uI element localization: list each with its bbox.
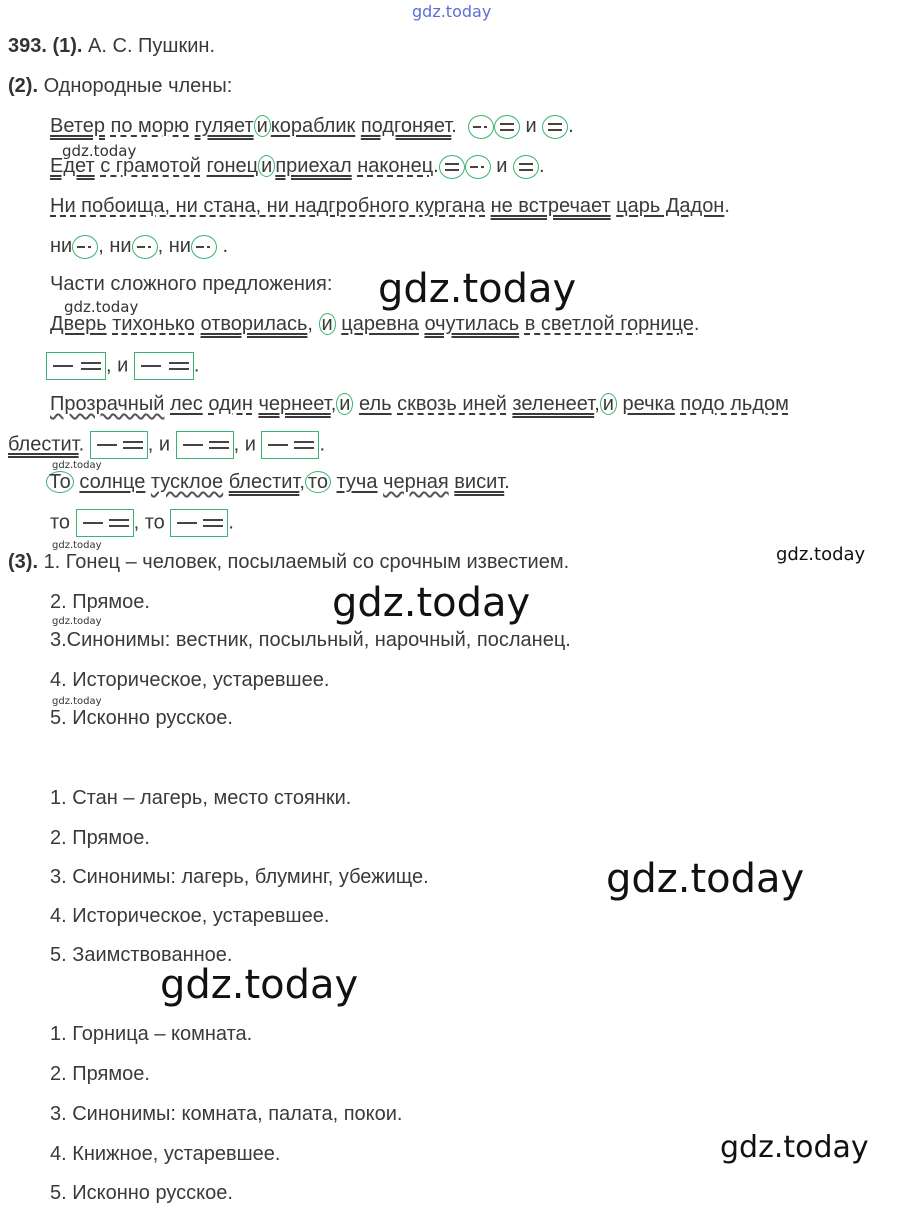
- word: ель: [359, 393, 392, 415]
- scheme-box: [46, 352, 106, 380]
- conjunction-circle: и: [258, 155, 275, 177]
- scheme-and: , и: [233, 433, 256, 456]
- scheme-oval-predicate: [494, 115, 520, 139]
- scheme-ni: ни: [109, 235, 132, 257]
- punct: .: [693, 313, 700, 335]
- part3-label: (3).: [8, 551, 38, 573]
- scheme-box: [90, 431, 148, 459]
- scheme-to: , то: [133, 511, 165, 534]
- conjunction-circle: То: [46, 471, 74, 493]
- word: наконец: [357, 155, 434, 177]
- part2-title-text: Однородные члены:: [43, 75, 233, 97]
- word: Ни побоища, ни стана, ни надгробного кургана: [50, 195, 486, 217]
- word: зеленеет: [512, 393, 595, 415]
- word: кораблик: [270, 115, 356, 137]
- watermark: gdz.today: [52, 696, 102, 707]
- sentence-3-scheme: [50, 234, 228, 259]
- sentence-5-end: [8, 431, 325, 459]
- conjunction-circle: и: [319, 313, 336, 335]
- punct: ,: [307, 313, 313, 335]
- part3-item: [8, 550, 569, 574]
- scheme-and: и: [525, 115, 537, 137]
- task-header: [8, 34, 215, 58]
- word: очутилась: [424, 313, 520, 335]
- list-item: 1. Гонец – человек, посылаемый со срочным известием.: [43, 551, 570, 573]
- list-item: 3.Синонимы: вестник, посыльный, нарочный, посланец.: [50, 629, 571, 651]
- list-item: 4. Книжное, устаревшее.: [50, 1143, 281, 1165]
- word: с грамотой: [100, 155, 201, 177]
- word: гонец: [206, 155, 259, 177]
- word: Прозрачный: [50, 393, 165, 415]
- word: подгоняет: [360, 115, 452, 137]
- word: не встречает: [490, 195, 611, 217]
- sentence-4-scheme: [46, 352, 199, 380]
- list-item: 3. Синонимы: комната, палата, покои.: [50, 1103, 403, 1125]
- punct: .: [724, 195, 730, 217]
- punct: ,: [157, 235, 164, 257]
- watermark: gdz.today: [720, 1130, 869, 1165]
- punct: ,: [594, 393, 600, 415]
- scheme-oval-object: [132, 235, 158, 259]
- word: царевна: [341, 313, 419, 335]
- sentence-4: [50, 312, 699, 336]
- word: блестит: [228, 471, 300, 493]
- sentence-1: [50, 114, 574, 139]
- watermark: gdz.today: [52, 616, 102, 627]
- punct: .: [193, 354, 200, 377]
- list-item: 5. Заимствованное.: [50, 944, 233, 966]
- list-item: 2. Прямое.: [50, 1063, 150, 1085]
- watermark: gdz.today: [62, 142, 137, 160]
- scheme-to: то: [50, 511, 71, 534]
- scheme-oval-predicate: [513, 155, 539, 179]
- scheme-oval-subject: [465, 155, 491, 179]
- word: речка: [622, 393, 675, 415]
- scheme-oval-object: [72, 235, 98, 259]
- word: лес: [169, 393, 203, 415]
- scheme-and: , и: [147, 433, 171, 456]
- word: подо льдом: [680, 393, 789, 415]
- punct: .: [504, 471, 510, 493]
- complex-title: Части сложного предложения:: [50, 273, 333, 295]
- scheme-and: и: [496, 155, 508, 177]
- word: чернеет: [258, 393, 331, 415]
- scheme-box: [176, 431, 234, 459]
- sentence-5: [50, 392, 789, 416]
- word: царь Дадон: [616, 195, 725, 217]
- word: Едет: [50, 155, 95, 177]
- punct: ,: [330, 393, 337, 415]
- sentence-3: [50, 194, 730, 218]
- punct: .: [228, 511, 234, 534]
- word: отворилась: [200, 313, 308, 335]
- watermark: gdz.today: [606, 856, 805, 902]
- scheme-oval-subject: [468, 115, 494, 139]
- watermark: gdz.today: [52, 460, 102, 471]
- list-item: 5. Исконно русское.: [50, 707, 233, 729]
- punct: .: [568, 115, 574, 137]
- scheme-and: , и: [106, 354, 129, 377]
- watermark: gdz.today: [776, 544, 866, 565]
- list-item: 2. Прямое.: [50, 591, 150, 613]
- scheme-box: [261, 431, 319, 459]
- list-item: 3. Синонимы: лагерь, блуминг, убежище.: [50, 866, 429, 888]
- word: приехал: [275, 155, 352, 177]
- list-item: 4. Историческое, устаревшее.: [50, 669, 330, 691]
- word: тусклое: [150, 471, 224, 493]
- word: блестит: [8, 433, 79, 456]
- watermark: gdz.today: [332, 580, 531, 626]
- part2-title: [8, 74, 232, 98]
- word: сквозь иней: [397, 393, 507, 415]
- word: солнце: [79, 471, 146, 493]
- sentence-6: [46, 470, 510, 494]
- word: туча: [336, 471, 378, 493]
- scheme-box: [170, 509, 228, 537]
- list-item: 5. Исконно русское.: [50, 1182, 233, 1204]
- word: в светлой горнице: [524, 313, 694, 335]
- watermark: gdz.today: [378, 266, 577, 312]
- part2-label: (2).: [8, 75, 38, 97]
- conjunction-circle: то: [305, 471, 331, 493]
- scheme-ni: ни: [168, 235, 191, 257]
- scheme-oval-predicate: [542, 115, 568, 139]
- scheme-ni: ни: [50, 235, 73, 257]
- scheme-oval-object: [191, 235, 217, 259]
- list-item: 4. Историческое, устаревшее.: [50, 905, 330, 927]
- punct: .: [78, 433, 85, 456]
- watermark: gdz.today: [64, 298, 139, 316]
- scheme-oval-predicate: [439, 155, 465, 179]
- word: Дверь: [50, 313, 107, 335]
- punct: .: [222, 235, 229, 257]
- word: по морю: [110, 115, 190, 137]
- punct: .: [539, 155, 545, 177]
- word: один: [208, 393, 253, 415]
- word: гуляет: [194, 115, 254, 137]
- watermark: gdz.today: [160, 962, 359, 1008]
- list-item: 2. Прямое.: [50, 827, 150, 849]
- scheme-box: [76, 509, 134, 537]
- punct: .: [433, 155, 439, 177]
- sentence-6-scheme: [50, 509, 234, 537]
- watermark-top: gdz.today: [412, 2, 492, 21]
- word: черная: [383, 471, 449, 493]
- word: висит: [454, 471, 505, 493]
- conjunction-circle: и: [254, 115, 271, 137]
- punct: ,: [299, 471, 305, 493]
- task-number: 393. (1).: [8, 35, 83, 57]
- scheme-box: [134, 352, 194, 380]
- watermark: gdz.today: [52, 540, 102, 551]
- punct: .: [451, 115, 457, 137]
- punct: ,: [98, 235, 104, 257]
- sentence-2: [50, 154, 545, 179]
- list-item: 1. Стан – лагерь, место стоянки.: [50, 787, 352, 809]
- conjunction-circle: и: [600, 393, 617, 415]
- punct: .: [319, 433, 326, 456]
- list-item: 1. Горница – комната.: [50, 1023, 253, 1045]
- word: Ветер: [50, 115, 105, 137]
- conjunction-circle: и: [336, 393, 353, 415]
- author: А. С. Пушкин.: [88, 35, 215, 57]
- word: тихонько: [112, 313, 195, 335]
